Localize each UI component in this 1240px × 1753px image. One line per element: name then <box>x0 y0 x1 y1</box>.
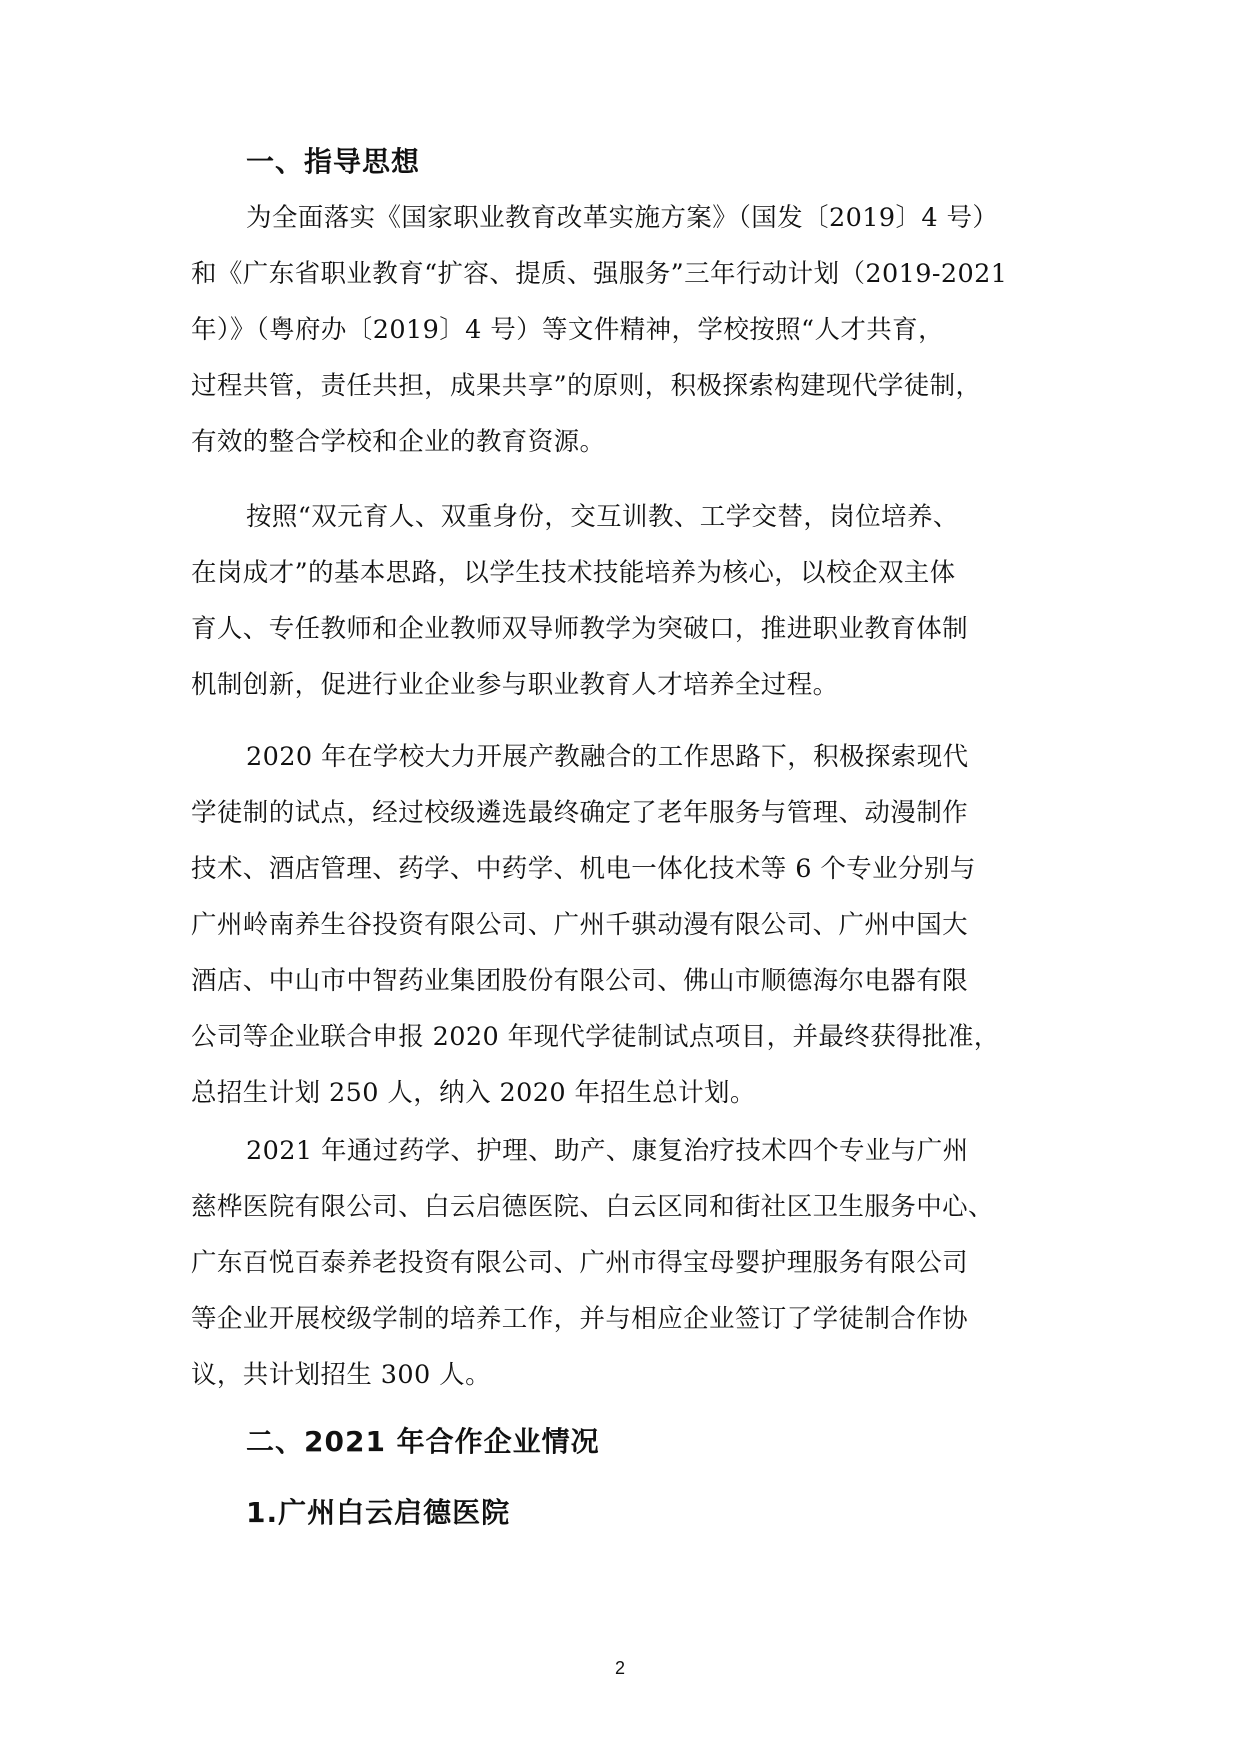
paragraph-line: 过程共管，责任共担，成果共享”的原则，积极探索构建现代学徒制， <box>191 371 982 401</box>
section-heading-partner-companies: 二、2021 年合作企业情况 <box>246 1425 600 1458</box>
paragraph-line: 2021 年通过药学、护理、助产、康复治疗技术四个专业与广州 <box>246 1136 969 1166</box>
paragraph-line: 议，共计划招生 300 人。 <box>191 1360 491 1390</box>
paragraph-line: 机制创新，促进行业企业参与职业教育人才培养全过程。 <box>191 670 839 700</box>
paragraph-line: 和《广东省职业教育“扩容、提质、强服务”三年行动计划（2019-2021 <box>191 259 1008 289</box>
paragraph-line: 广东百悦百泰养老投资有限公司、广州市得宝母婴护理服务有限公司 <box>191 1248 969 1278</box>
paragraph-line: 在岗成才”的基本思路，以学生技术技能培养为核心，以校企双主体 <box>191 558 956 588</box>
section-heading-guiding-ideology: 一、指导思想 <box>246 145 421 178</box>
paragraph-line: 育人、专任教师和企业教师双导师教学为突破口，推进职业教育体制 <box>191 614 969 644</box>
paragraph-line: 等企业开展校级学制的培养工作，并与相应企业签订了学徒制合作协 <box>191 1304 969 1334</box>
paragraph-line: 2020 年在学校大力开展产教融合的工作思路下，积极探索现代 <box>246 742 969 772</box>
subsection-heading-baiyun-qide-hospital: 1.广州白云启德医院 <box>246 1496 511 1529</box>
paragraph-line: 为全面落实《国家职业教育改革实施方案》（国发〔2019〕4 号） <box>246 203 999 233</box>
paragraph-line: 慈桦医院有限公司、白云启德医院、白云区同和街社区卫生服务中心、 <box>191 1192 994 1222</box>
paragraph-line: 有效的整合学校和企业的教育资源。 <box>191 427 606 457</box>
paragraph-line: 公司等企业联合申报 2020 年现代学徒制试点项目，并最终获得批准， <box>191 1022 1000 1052</box>
paragraph-line: 酒店、中山市中智药业集团股份有限公司、佛山市顺德海尔电器有限 <box>191 966 969 996</box>
paragraph-line: 学徒制的试点，经过校级遴选最终确定了老年服务与管理、动漫制作 <box>191 798 969 828</box>
page-number: 2 <box>614 1658 625 1678</box>
paragraph-line: 技术、酒店管理、药学、中药学、机电一体化技术等 6 个专业分别与 <box>191 854 976 884</box>
paragraph-line: 广州岭南养生谷投资有限公司、广州千骐动漫有限公司、广州中国大 <box>191 910 969 940</box>
paragraph-line: 按照“双元育人、双重身份，交互训教、工学交替，岗位培养、 <box>246 502 959 532</box>
paragraph-line: 总招生计划 250 人，纳入 2020 年招生总计划。 <box>191 1078 756 1108</box>
paragraph-line: 年）》（粤府办〔2019〕4 号）等文件精神，学校按照“人才共育， <box>191 315 944 345</box>
